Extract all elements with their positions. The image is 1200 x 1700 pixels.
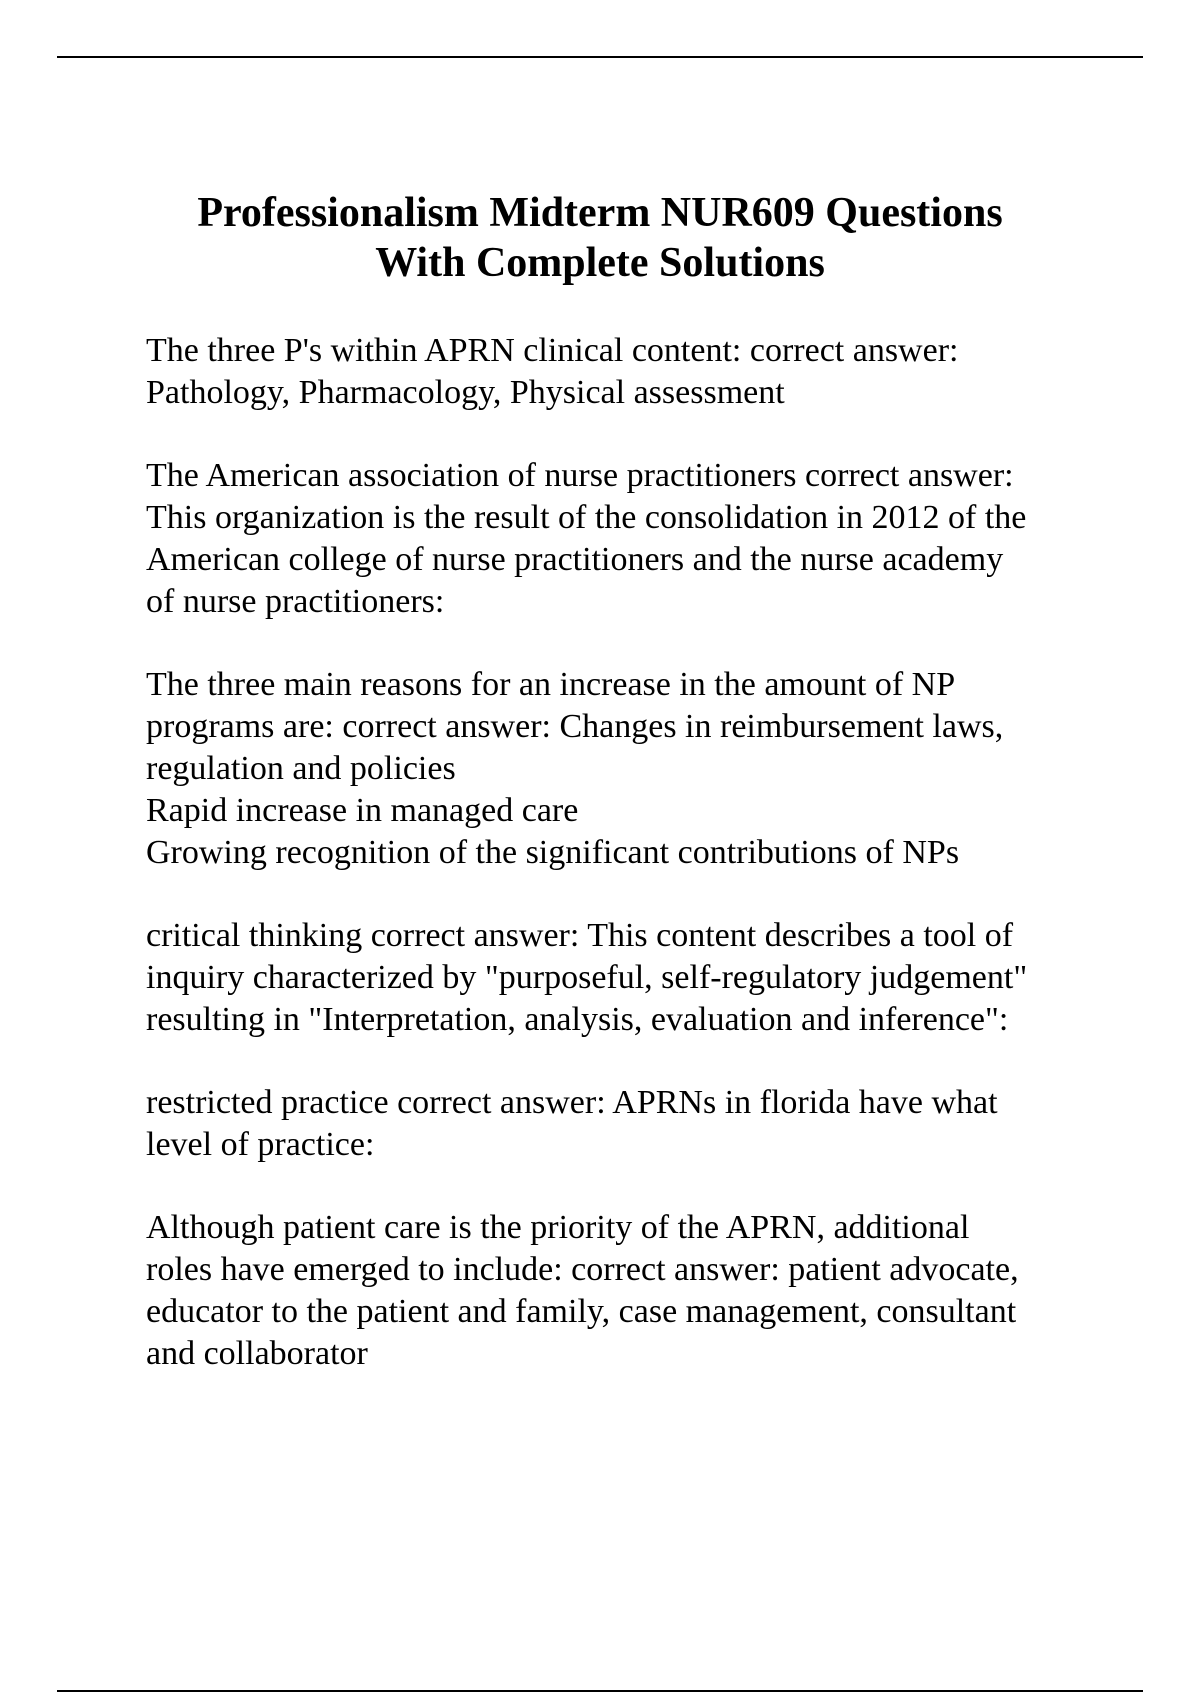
qa-item — [146, 1207, 1146, 1375]
page-title — [100, 188, 1100, 288]
qa-line: of nurse practitioners: — [146, 583, 445, 620]
qa-line: Rapid increase in managed care — [146, 792, 579, 829]
bottom-rule — [57, 1690, 1143, 1692]
qa-line: and collaborator — [146, 1335, 368, 1372]
qa-line: roles have emerged to include: correct answer: patient advocate, — [146, 1251, 1019, 1288]
qa-line: The American association of nurse practitioners correct answer: — [146, 457, 1014, 494]
title-line: Professionalism Midterm NUR609 Questions — [197, 190, 1003, 236]
qa-line: resulting in "Interpretation, analysis, evaluation and inference": — [146, 1001, 1009, 1038]
qa-item — [146, 664, 1146, 874]
qa-line: programs are: correct answer: Changes in reimbursement laws, — [146, 708, 1004, 745]
qa-line: Although patient care is the priority of the APRN, additional — [146, 1209, 970, 1246]
qa-line: level of practice: — [146, 1126, 375, 1163]
qa-line: inquiry characterized by "purposeful, self-regulatory judgement" — [146, 959, 1028, 996]
qa-line: The three main reasons for an increase in the amount of NP — [146, 666, 956, 703]
qa-line: restricted practice correct answer: APRNs in florida have what — [146, 1084, 998, 1121]
qa-item — [146, 915, 1146, 1041]
document-body — [146, 330, 1146, 1416]
qa-line: The three P's within APRN clinical content: correct answer: — [146, 332, 959, 369]
qa-line: regulation and policies — [146, 750, 456, 787]
title-line: With Complete Solutions — [375, 240, 825, 286]
qa-line: Pathology, Pharmacology, Physical assessment — [146, 374, 785, 411]
qa-item — [146, 330, 1146, 414]
qa-line: This organization is the result of the consolidation in 2012 of the — [146, 499, 1027, 536]
qa-item — [146, 1082, 1146, 1166]
qa-line: critical thinking correct answer: This content describes a tool of — [146, 917, 1014, 954]
top-rule — [57, 56, 1143, 58]
qa-line: educator to the patient and family, case management, consultant — [146, 1293, 1017, 1330]
qa-item — [146, 455, 1146, 623]
qa-line: Growing recognition of the significant contributions of NPs — [146, 834, 960, 871]
qa-line: American college of nurse practitioners and the nurse academy — [146, 541, 1004, 578]
